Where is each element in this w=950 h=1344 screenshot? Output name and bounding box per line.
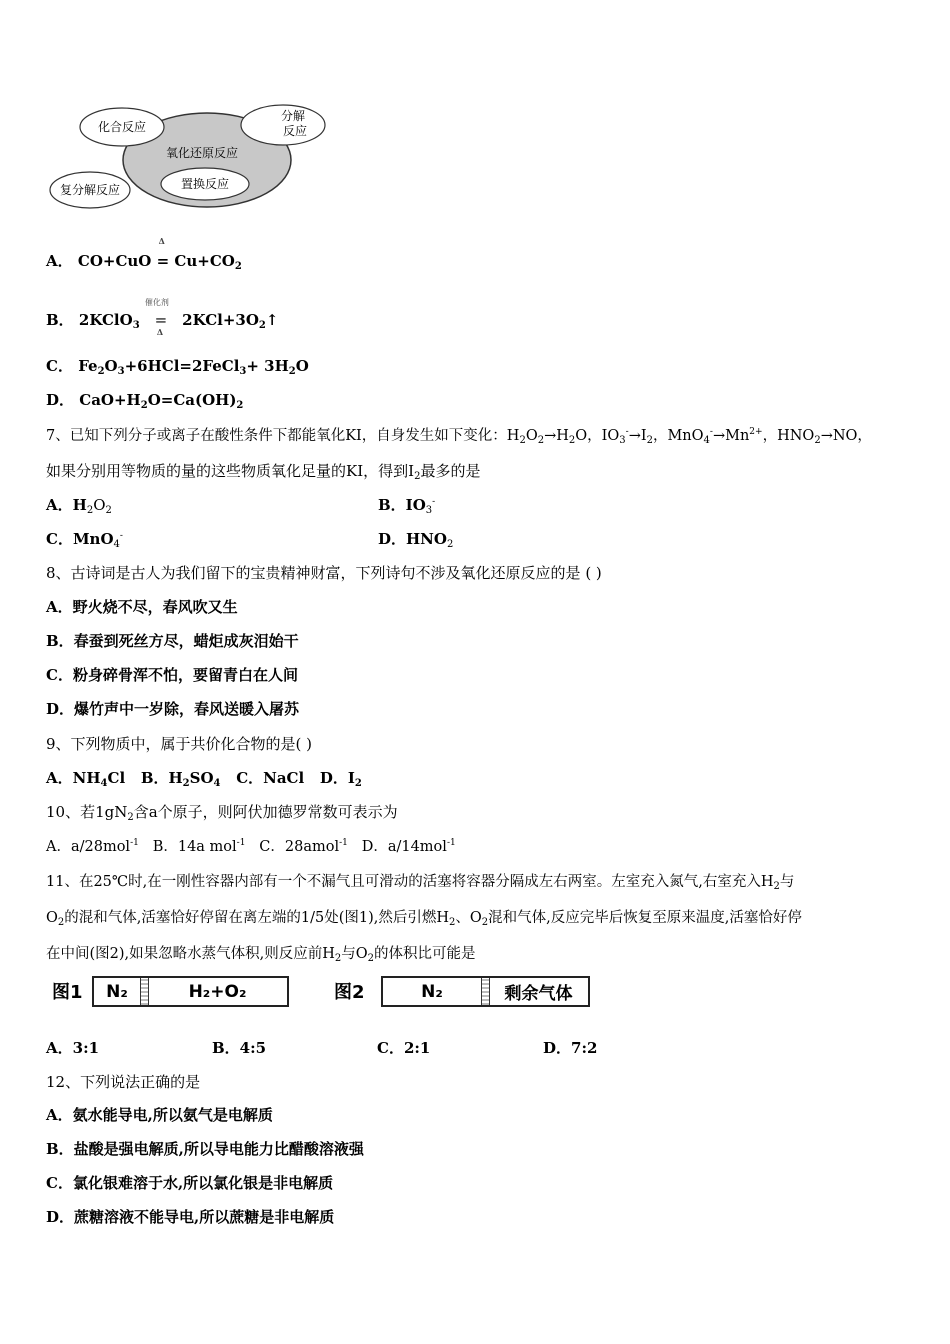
- q11-stem-line1: 11、在25℃时,在一刚性容器内部有一个不漏气且可滑动的活塞将容器分隔成左右两室。左室充入氮气,右室充入$H_2$与: [46, 874, 795, 892]
- q10-options: [46, 835, 456, 856]
- q9-stem: 9、下列物质中，属于共价化合物的是( ): [46, 735, 313, 753]
- q11-option-a[interactable]: A．3:1: [46, 1039, 100, 1057]
- redox-label: 氧化还原反应: [165, 146, 239, 160]
- reaction-type-diagram: [45, 98, 335, 218]
- double-decomposition-label: 复分解反应: [59, 183, 121, 197]
- combination-label: 化合反应: [97, 120, 147, 134]
- q11-stem-line2: $O_2$的混和气体,活塞恰好停留在离左端的1/5处(图1),然后引燃$H_2$、$O_2$混和气体,反应完毕后恢复至原来温度,活塞恰好停: [46, 910, 802, 928]
- q7-option-b[interactable]: B．$IO_3^-$: [378, 496, 436, 516]
- q6-option-c[interactable]: C． $Fe_2O_3+6HCl=2FeCl_3+ 3H_2O$: [46, 357, 309, 377]
- q6-option-b[interactable]: B． 2KClO$_3$ 催化剂 = Δ $2KCl+3O_2↑$: [46, 298, 279, 337]
- q8-option-a[interactable]: A．野火烧不尽，春风吹又生: [46, 598, 238, 616]
- q11-option-d[interactable]: D．7:2: [543, 1039, 598, 1057]
- q10-option-a[interactable]: A．a/28mol$^{-1}$: [46, 838, 139, 855]
- q8-option-c[interactable]: C．粉身碎骨浑不怕，要留青白在人间: [46, 666, 298, 684]
- q9-option-b[interactable]: B．$H_2SO_4$: [140, 769, 221, 789]
- q7-option-c[interactable]: C．MnO$_4$-: [46, 530, 123, 550]
- q11-option-b[interactable]: B．4:5: [212, 1039, 267, 1057]
- q12-option-b[interactable]: B．盐酸是强电解质,所以导电能力比醋酸溶液强: [46, 1140, 364, 1158]
- fig1-label: 图1: [52, 982, 83, 1003]
- fig1-left-chamber: N₂: [106, 981, 128, 1002]
- q12-option-d[interactable]: D．蔗糖溶液不能导电,所以蔗糖是非电解质: [46, 1208, 335, 1226]
- q12-option-a[interactable]: A．氨水能导电,所以氨气是电解质: [46, 1106, 273, 1124]
- q12-stem: 12、下列说法正确的是: [46, 1073, 201, 1091]
- q9-option-c[interactable]: C．NaCl: [236, 769, 305, 787]
- q9-option-a[interactable]: A．$NH_4Cl$: [46, 769, 126, 789]
- q10-stem: 10、若$1gN_2$含a个原子，则阿伏加德罗常数可表示为: [46, 803, 398, 823]
- q7-stem-line1: 7、已知下列分子或离子在酸性条件下都能氧化KI，自身发生如下变化：$H_2O_2\to H_2O$，$IO_3^-\to I_2$，$MnO_4^-\to Mn^{2+}$，$HNO_2\to NO$，: [46, 427, 872, 446]
- q6-option-d[interactable]: D． $CaO+H_2O=Ca(OH)_2$: [46, 391, 244, 411]
- q8-option-d[interactable]: D．爆竹声中一岁除，春风送暖入屠苏: [46, 700, 300, 718]
- q8-stem: 8、古诗词是古人为我们留下的宝贵精神财富，下列诗句不涉及氧化还原反应的是 ( ): [46, 564, 602, 582]
- q10-option-c[interactable]: C．28amol$^{-1}$: [259, 838, 348, 855]
- decomposition-label-2: 反应: [282, 124, 308, 138]
- fig1-container: [92, 976, 289, 1007]
- q7-option-a[interactable]: A．$H_2O_2$: [46, 496, 112, 516]
- q10-option-b[interactable]: B．14a mol$^{-1}$: [152, 838, 246, 855]
- fig2-label: 图2: [334, 982, 365, 1003]
- q9-options: [46, 767, 362, 789]
- q11-option-c[interactable]: C．2:1: [377, 1039, 431, 1057]
- q7-option-d[interactable]: D．$HNO_2$: [378, 530, 454, 550]
- displacement-label: 置换反应: [180, 177, 230, 191]
- q10-option-d[interactable]: D．a/14mol$^{-1}$: [361, 838, 456, 855]
- q12-option-c[interactable]: C．氯化银难溶于水,所以氯化银是非电解质: [46, 1174, 334, 1192]
- decomposition-label-1: 分解: [280, 109, 306, 123]
- q7-stem-line2: 如果分别用等物质的量的这些物质氧化足量的KI，得到$I_2$最多的是: [46, 462, 481, 482]
- fig2-right-chamber: 剩余气体: [504, 984, 573, 1004]
- fig2-container: [381, 976, 590, 1007]
- q8-option-b[interactable]: B．春蚕到死丝方尽，蜡炬成灰泪始干: [46, 632, 299, 650]
- fig2-left-chamber: N₂: [421, 981, 443, 1002]
- q11-stem-line3: 在中间(图2),如果忽略水蒸气体积,则反应前$H_2$与$O_2$的体积比可能是: [46, 946, 476, 964]
- q9-option-d[interactable]: D．$I_2$: [319, 769, 362, 789]
- q6-option-a[interactable]: A． CO+CuO Δ = $Cu+CO_2$: [46, 236, 242, 272]
- fig1-right-chamber: H₂+O₂: [188, 981, 247, 1002]
